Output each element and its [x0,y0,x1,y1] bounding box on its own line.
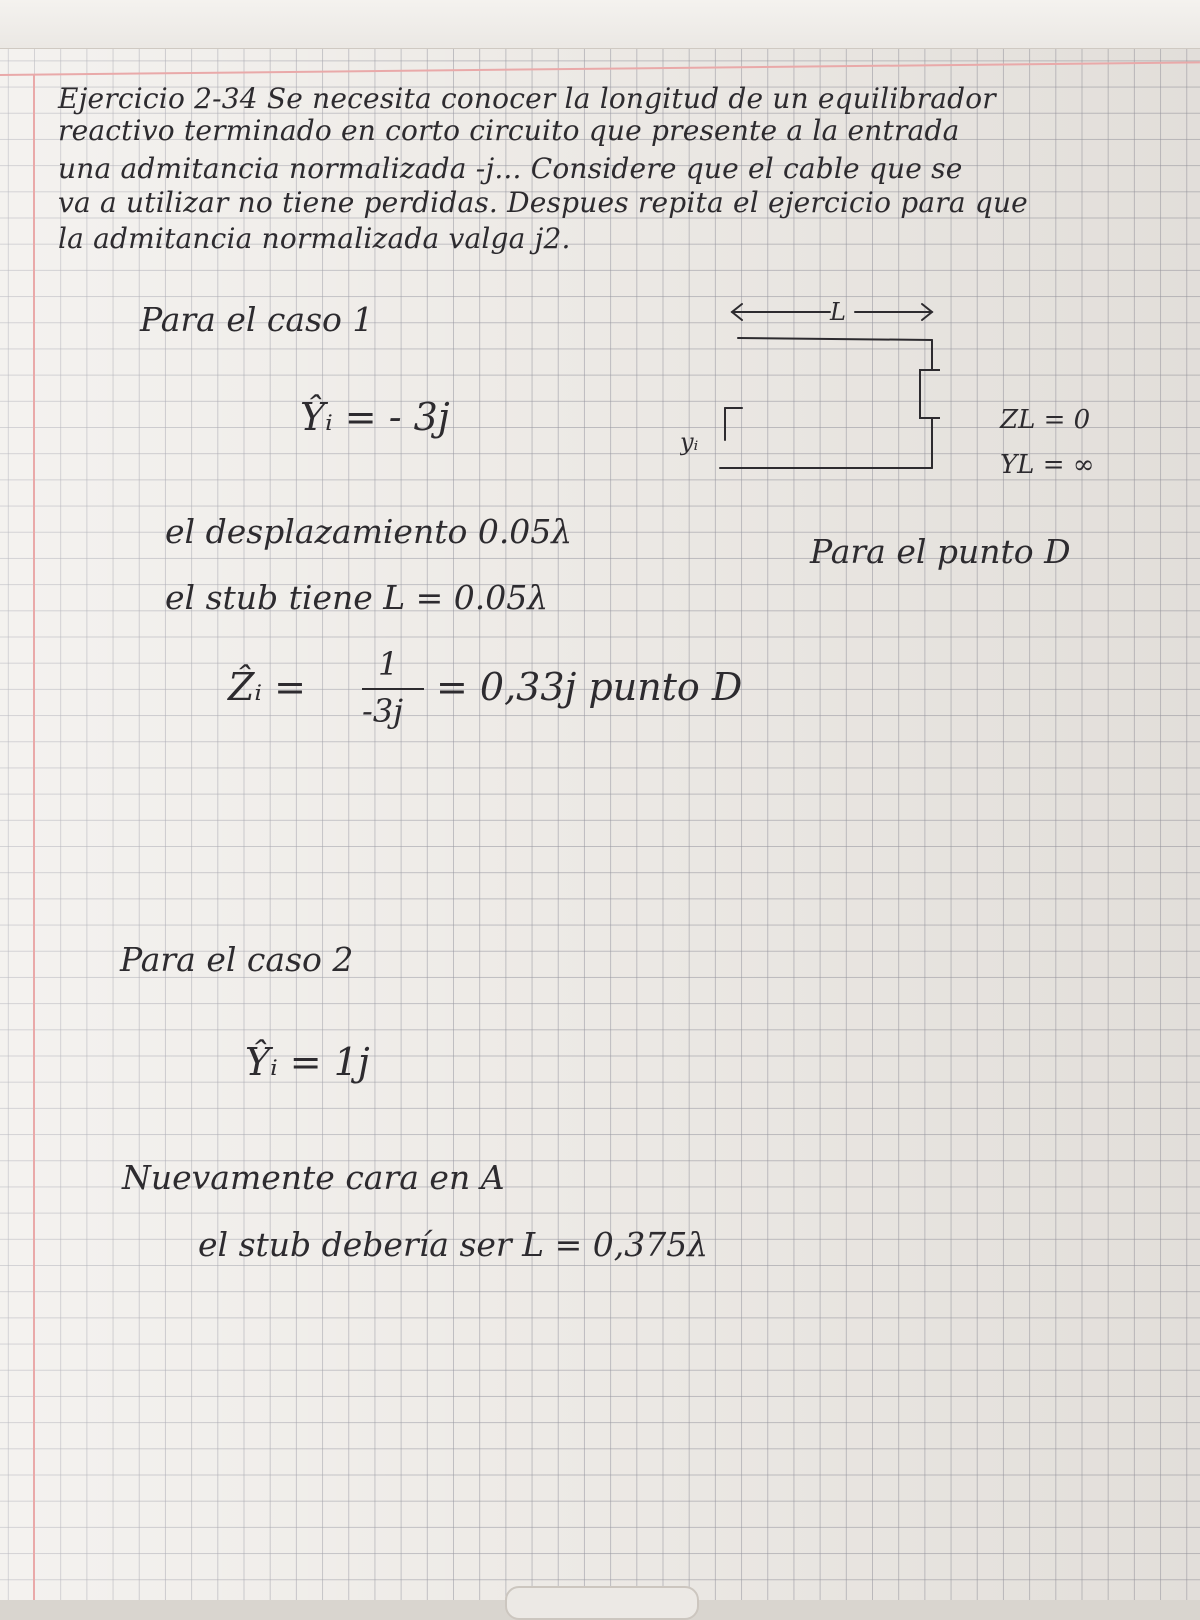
load-impedance-label: ZL = 0 [1000,405,1091,435]
top-conductor [738,338,932,340]
notebook-bottom-tab [505,1586,699,1620]
case2-stub-length: el stub debería ser L = 0,375λ [198,1225,709,1264]
case1-impedance-lhs: Ẑᵢ = [228,665,306,709]
case1-side-note: Para el punto D [810,532,1071,571]
case1-impedance-rhs: = 0,33j punto D [436,665,743,709]
case1-impedance-numerator: 1 [378,645,399,683]
problem-line-5: la admitancia normalizada valga j2. [58,222,571,255]
case1-displacement: el desplazamiento 0.05λ [165,512,573,551]
margin-line-top [0,61,1200,76]
case1-impedance-denominator: -3j [362,692,404,730]
load-admittance-label: YL = ∞ [1000,450,1095,480]
problem-line-1: Ejercicio 2-34 Se necesita conocer la longitud de un equilibrador [58,82,996,115]
length-label: L [830,298,846,326]
case1-admittance: Ŷᵢ = - 3j [300,395,450,439]
problem-line-2: reactivo terminado en corto circuito que presente a la entrada [58,114,960,147]
input-admittance-label: yᵢ [680,428,699,456]
case2-admittance: Ŷᵢ = 1j [245,1040,370,1084]
problem-line-4: va a utilizar no tiene perdidas. Despues repita el ejercicio para que [58,186,1028,219]
case2-heading: Para el caso 2 [120,940,354,979]
page-top-edge [0,0,1200,49]
fraction-bar [362,688,424,690]
case1-stub-length: el stub tiene L = 0.05λ [165,578,549,617]
margin-line-left [33,74,35,1600]
problem-line-3: una admitancia normalizada -j... Considere que el cable que se [58,152,963,185]
stub-circuit-diagram [680,290,940,490]
load-resistor [920,370,940,418]
case2-note: Nuevamente cara en A [122,1158,505,1197]
case1-heading: Para el caso 1 [140,300,374,339]
